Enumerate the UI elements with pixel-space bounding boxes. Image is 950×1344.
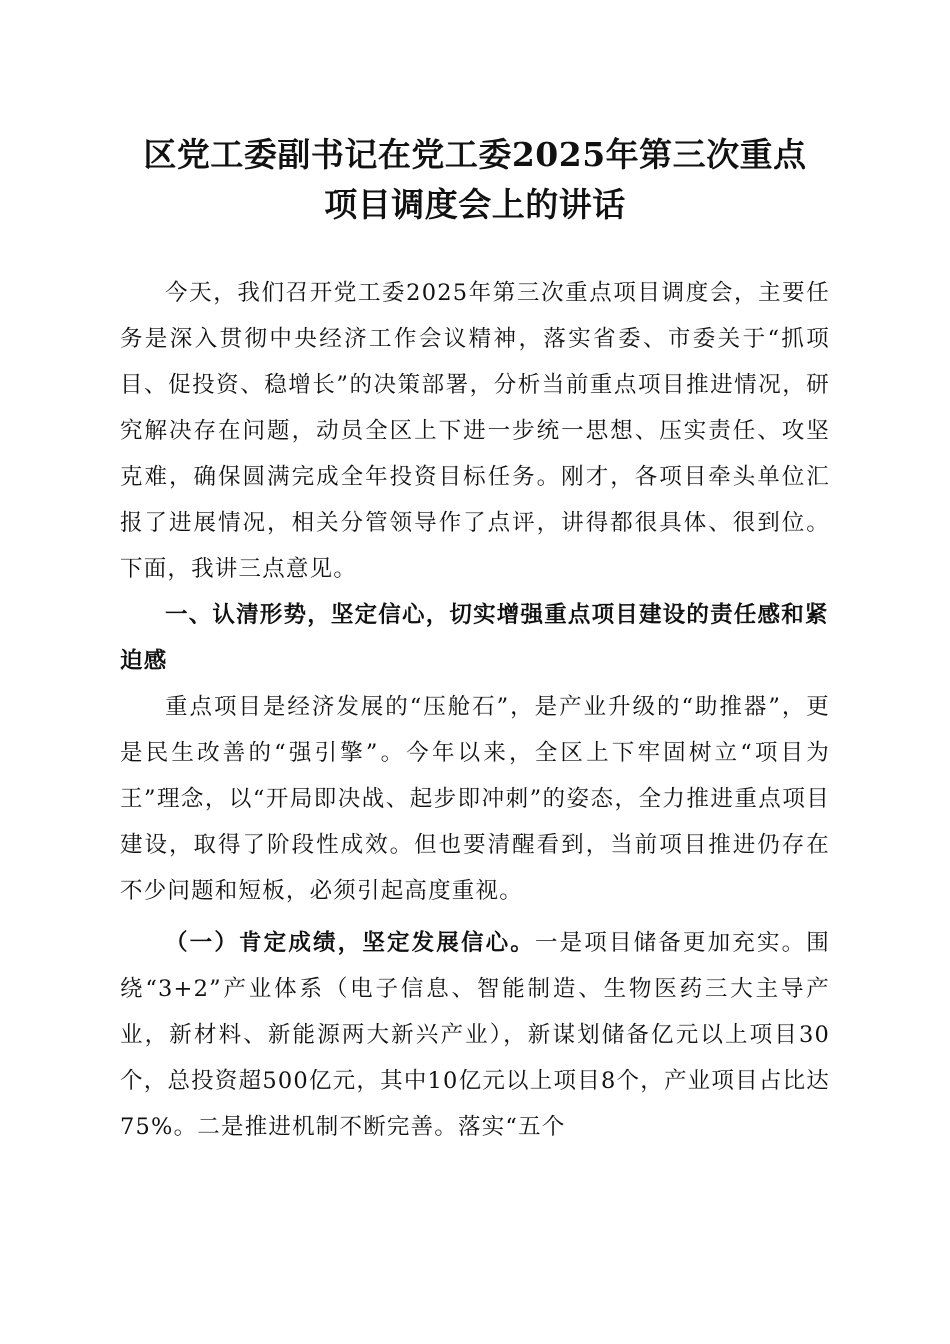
document-page	[120, 130, 830, 1150]
document-body	[120, 270, 830, 1150]
subsection-1-text: 一是项目储备更加充实。围绕“3+2”产业体系（电子信息、智能制造、生物医药三大主导产业，新材料、新能源两大新兴产业），新谋划储备亿元以上项目30个，总投资超500亿元，其中10亿元以上项目8个，产业项目占比达75%。二是推进机制不断完善。落实“五个	[120, 930, 830, 1140]
intro-paragraph: 今天，我们召开党工委2025年第三次重点项目调度会，主要任务是深入贯彻中央经济工作会议精神，落实省委、市委关于“抓项目、促投资、稳增长”的决策部署，分析当前重点项目推进情况，研究解决存在问题，动员全区上下进一步统一思想、压实责任、攻坚克难，确保圆满完成全年投资目标任务。刚才，各项目牵头单位汇报了进展情况，相关分管领导作了点评，讲得都很具体、很到位。下面，我讲三点意见。	[120, 280, 830, 582]
subsection-1-paragraph	[120, 920, 830, 1150]
section-1-paragraph: 重点项目是经济发展的“压舱石”，是产业升级的“助推器”，更是民生改善的“强引擎”。今年以来，全区上下牢固树立“项目为王”理念，以“开局即决战、起步即冲刺”的姿态，全力推进重点项目建设，取得了阶段性成效。但也要清醒看到，当前项目推进仍存在不少问题和短板，必须引起高度重视。	[120, 694, 830, 904]
title-line-1: 区党工委副书记在党工委2025年第三次重点	[143, 135, 807, 174]
title-line-2: 项目调度会上的讲话	[324, 185, 626, 224]
subsection-1-lead: （一）肯定成绩，坚定发展信心。	[165, 930, 535, 956]
document-title	[120, 130, 830, 230]
section-1-heading: 一、认清形势，坚定信心，切实增强重点项目建设的责任感和紧迫感	[120, 602, 829, 674]
